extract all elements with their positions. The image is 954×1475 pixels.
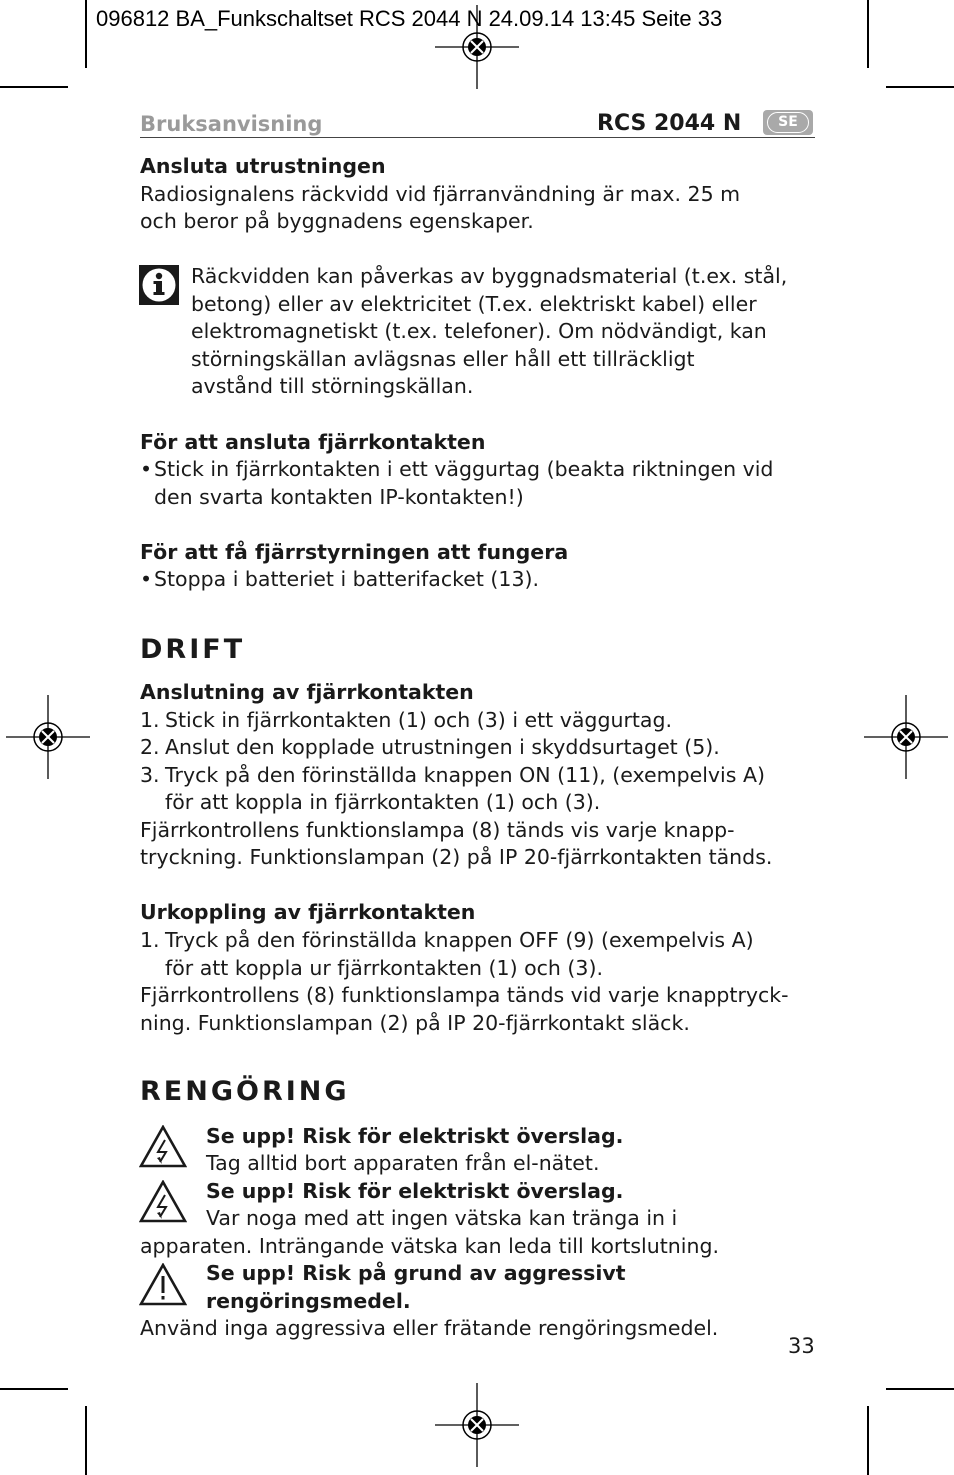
crop-mark-bottom-right-h [886,1388,954,1390]
crop-mark-bottom-left-v [85,1406,87,1475]
header-model: RCS 2044 N [597,111,742,136]
body-line: Fjärrkontrollens (8) funktionslampa tänds vid varje knapptryck- [140,983,789,1007]
registration-mark-left [4,693,92,781]
bullet-line: Stick in fjärrkontakten i ett väggurtag (beakta riktningen vid [154,457,774,481]
body-line: ning. Funktionslampan (2) på IP 20-fjärrkontakt släck. [140,1011,690,1035]
crop-mark-top-left-v [85,0,87,68]
step-line: Stick in fjärrkontakten (1) och (3) i ett väggurtag. [165,708,673,732]
step-number: 2. [140,735,160,759]
note-line: avstånd till störningskällan. [191,374,474,398]
warning-line: apparaten. Inträngande vätska kan leda till kortslutning. [140,1234,719,1258]
section-heading: Ansluta utrustningen [140,154,386,178]
header-manual-label: Bruksanvisning [140,112,323,136]
chapter-title-drift: DRIFT [140,634,246,665]
section-heading: Urkoppling av fjärrkontakten [140,900,476,924]
warning-line: Var noga med att ingen vätska kan tränga in i [206,1206,678,1230]
warning-line: Tag alltid bort apparaten från el-nätet. [206,1151,600,1175]
caution-icon [139,1263,187,1306]
section-heading: För att få fjärrstyrningen att fungera [140,540,569,564]
crop-mark-top-right-h [886,86,954,88]
language-badge-label: SE [767,112,809,133]
warning-line: Använd inga aggressiva eller frätande rengöringsmedel. [140,1316,719,1340]
bullet: • [140,457,153,481]
step-line: Anslut den kopplade utrustningen i skyddsurtaget (5). [165,735,720,759]
bullet: • [140,567,153,591]
section-heading: Anslutning av fjärrkontakten [140,680,474,704]
step-line: för att koppla ur fjärrkontakten (1) och (3). [165,956,603,980]
electric-warning-icon [139,1125,187,1168]
print-slug: 096812 BA_Funkschaltset RCS 2044 N 24.09.14 13:45 Seite 33 [96,6,723,31]
step-line: för att koppla in fjärrkontakten (1) och (3). [165,790,601,814]
step-line: Tryck på den förinställda knappen OFF (9) (exempelvis A) [165,928,754,952]
note-line: elektromagnetiskt (t.ex. telefoner). Om nödvändigt, kan [191,319,767,343]
warning-title: Se upp! Risk för elektriskt överslag. [206,1179,624,1203]
step-number: 3. [140,763,160,787]
step-number: 1. [140,708,160,732]
warning-title: Se upp! Risk på grund av aggressivt [206,1261,626,1285]
note-line: Räckvidden kan påverkas av byggnadsmaterial (t.ex. stål, [191,264,788,288]
body-line: Fjärrkontrollens funktionslampa (8) tänds vis varje knapp- [140,818,735,842]
chapter-title-cleaning: RENGÖRING [140,1076,350,1107]
bullet-line: Stoppa i batteriet i batterifacket (13). [154,567,540,591]
body-line: och beror på byggnadens egenskaper. [140,209,534,233]
bullet-line: den svarta kontakten IP-kontakten!) [154,485,524,509]
step-line: Tryck på den förinställda knappen ON (11), (exempelvis A) [165,763,765,787]
registration-mark-right [862,693,950,781]
electric-warning-icon [139,1180,187,1223]
header-rule [140,137,815,138]
crop-mark-bottom-right-v [867,1406,869,1475]
step-number: 1. [140,928,160,952]
section-heading: För att ansluta fjärrkontakten [140,430,486,454]
warning-title: rengöringsmedel. [206,1289,411,1313]
crop-mark-top-right-v [867,0,869,68]
page-number: 33 [788,1334,815,1358]
registration-mark-bottom [433,1381,521,1469]
note-line: störningskällan avlägsnas eller håll ett tillräckligt [191,347,695,371]
body-line: tryckning. Funktionslampan (2) på IP 20-fjärrkontakten tänds. [140,845,773,869]
body-line: Radiosignalens räckvidd vid fjärranvändning är max. 25 m [140,182,741,206]
note-line: betong) eller av elektricitet (T.ex. elektriskt kabel) eller [191,292,757,316]
info-icon [139,265,179,305]
crop-mark-bottom-left-h [0,1388,68,1390]
warning-title: Se upp! Risk för elektriskt överslag. [206,1124,624,1148]
language-badge [763,110,813,135]
crop-mark-top-left-h [0,86,68,88]
